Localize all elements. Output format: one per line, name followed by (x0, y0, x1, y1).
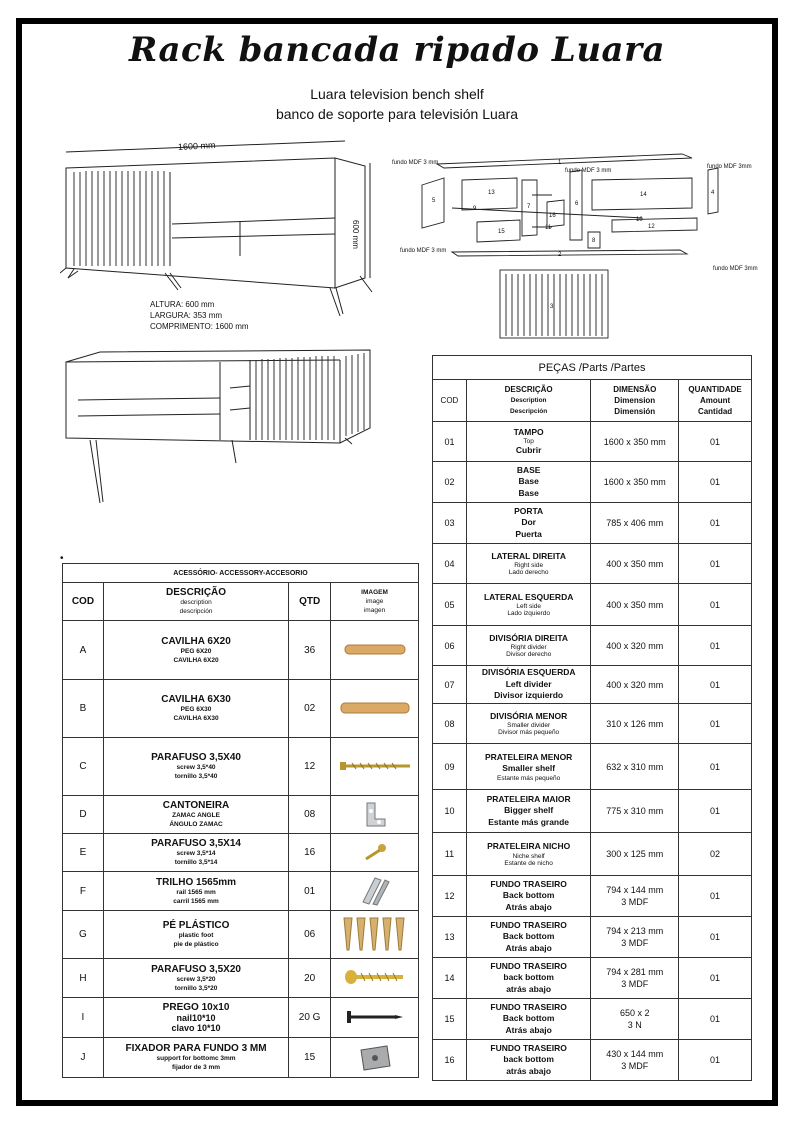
table-row (433, 1040, 752, 1081)
parts-table (432, 355, 752, 1081)
part-description: LATERAL DIREITA Right side Lado derecho (466, 544, 591, 584)
part-number-label: 11 (545, 225, 552, 231)
part-number-label: 6 (575, 201, 579, 207)
part-dimension: 632 x 310 mm (591, 744, 679, 790)
accessories-header-row (63, 583, 419, 621)
table-row (433, 666, 752, 704)
page-title: Rack bancada ripado Luara (128, 30, 666, 70)
part-description: FUNDO TRASEIRO back bottom atrás abajo (466, 1040, 591, 1081)
screw-icon (343, 967, 407, 987)
part-number-label: 3 (550, 304, 554, 310)
table-row (433, 462, 752, 503)
header-description: DESCRIÇÃO Description Descripción (466, 380, 591, 422)
part-dimension: 794 x 213 mm 3 MDF (591, 917, 679, 958)
short-screw-icon (360, 842, 390, 862)
part-quantity: 01 (679, 917, 752, 958)
table-row (433, 704, 752, 744)
part-description: DIVISÓRIA ESQUERDA Left divider Divisor izquierdo (466, 666, 591, 704)
table-row (433, 999, 752, 1040)
part-number-label: 4 (711, 190, 715, 196)
header-cod: COD (63, 583, 104, 621)
part-description: DIVISÓRIA MENOR Smaller divider Divisor más pequeño (466, 704, 591, 744)
part-dimension: 400 x 320 mm (591, 666, 679, 704)
part-dimension: 785 x 406 mm (591, 503, 679, 544)
part-description: LATERAL ESQUERDA Left side Lado izquierdo (466, 584, 591, 626)
table-row: H PARAFUSO 3,5X20 screw 3,5*20 tornillo 3,5*20 20 (63, 959, 419, 998)
table-row (433, 917, 752, 958)
rack-back-drawing (60, 348, 375, 508)
header-image: IMAGEM image imagen (331, 583, 419, 621)
part-quantity: 01 (679, 999, 752, 1040)
part-quantity: 01 (679, 503, 752, 544)
fixer-icon (357, 1042, 393, 1072)
part-quantity: 01 (679, 666, 752, 704)
part-quantity: 01 (679, 462, 752, 503)
table-row (433, 584, 752, 626)
nail-icon (343, 1008, 407, 1026)
header-description: DESCRIÇÃO description descripción (103, 583, 288, 621)
table-row (433, 876, 752, 917)
rail-icon (355, 874, 395, 906)
fundo-label: fundo MDF 3 mm (400, 248, 447, 254)
subtitle-spanish: banco de soporte para televisión Luara (275, 106, 519, 122)
part-description: FUNDO TRASEIRO back bottom atrás abajo (466, 958, 591, 999)
part-number-label: 7 (527, 204, 531, 210)
subtitle-english: Luara television bench shelf (310, 86, 484, 102)
part-number-label: 15 (498, 229, 505, 235)
parts-caption: PEÇAS /Parts /Partes (433, 356, 752, 380)
part-cod: 09 (433, 744, 467, 790)
part-number-label: 1 (558, 160, 562, 166)
part-description: PORTA Dor Puerta (466, 503, 591, 544)
part-cod: 05 (433, 584, 467, 626)
part-quantity: 01 (679, 958, 752, 999)
part-dimension: 300 x 125 mm (591, 833, 679, 876)
part-dimension: 400 x 320 mm (591, 626, 679, 666)
table-row: F TRILHO 1565mm rail 1565 mm carril 1565 mm 01 (63, 872, 419, 911)
table-row (433, 626, 752, 666)
screw-icon (338, 757, 412, 775)
dowel-icon (339, 700, 411, 716)
part-dimension: 1600 x 350 mm (591, 422, 679, 462)
part-cod: 13 (433, 917, 467, 958)
part-quantity: 01 (679, 744, 752, 790)
fundo-label: fundo MDF 3mm (713, 266, 758, 272)
table-row: A CAVILHA 6X20 PEG 6X20 CAVILHA 6X20 36 (63, 621, 419, 680)
part-quantity: 01 (679, 790, 752, 833)
fundo-label: fundo MDF 3 mm (565, 168, 612, 174)
part-number-label: 16 (549, 213, 556, 219)
part-quantity: 01 (679, 1040, 752, 1081)
fundo-label: fundo MDF 3 mm (392, 160, 439, 166)
part-description: DIVISÓRIA DIREITA Right divider Divisor derecho (466, 626, 591, 666)
part-dimension: 794 x 144 mm 3 MDF (591, 876, 679, 917)
table-row (433, 833, 752, 876)
part-number-label: 5 (432, 198, 436, 204)
header-quantity: QUANTIDADE Amount Cantidad (679, 380, 752, 422)
table-row: B CAVILHA 6X30 PEG 6X30 CAVILHA 6X30 02 (63, 680, 419, 738)
part-cod: 06 (433, 626, 467, 666)
accessories-table (62, 563, 419, 1078)
part-description: FUNDO TRASEIRO Back bottom Atrás abajo (466, 876, 591, 917)
part-quantity: 01 (679, 584, 752, 626)
part-cod: 15 (433, 999, 467, 1040)
part-description: BASE Base Base (466, 462, 591, 503)
part-dimension: 775 x 310 mm (591, 790, 679, 833)
overall-dimensions (150, 299, 249, 332)
part-cod: 11 (433, 833, 467, 876)
part-number-label: 12 (648, 224, 655, 230)
part-dimension: 310 x 126 mm (591, 704, 679, 744)
part-dimension: 794 x 281 mm 3 MDF (591, 958, 679, 999)
part-quantity: 01 (679, 626, 752, 666)
table-row (433, 544, 752, 584)
table-row: I PREGO 10x10 nail10*10 clavo 10*10 20 G (63, 998, 419, 1038)
table-row: G PÉ PLÁSTICO plastic foot pie de plástico 06 (63, 911, 419, 959)
accessories-caption: ACESSÓRIO- ACCESSORY-ACCESORIO (63, 564, 419, 583)
part-cod: 12 (433, 876, 467, 917)
width-dimension-label: 1600 mm (177, 140, 216, 152)
part-description: FUNDO TRASEIRO Back bottom Atrás abajo (466, 999, 591, 1040)
part-dimension: 400 x 350 mm (591, 584, 679, 626)
bullet-mark: • (60, 553, 64, 564)
header-cod: COD (433, 380, 467, 422)
part-description: PRATELEIRA MAIOR Bigger shelf Estante más grande (466, 790, 591, 833)
dowel-icon (343, 641, 407, 657)
part-cod: 08 (433, 704, 467, 744)
parts-header-row (433, 380, 752, 422)
dimension-height: ALTURA: 600 mm (150, 300, 215, 309)
part-description: PRATELEIRA MENOR Smaller shelf Estante más pequeño (466, 744, 591, 790)
part-dimension: 1600 x 350 mm (591, 462, 679, 503)
part-description: PRATELEIRA NICHO Niche shelf Estante de nicho (466, 833, 591, 876)
part-cod: 10 (433, 790, 467, 833)
table-row: D CANTONEIRA ZAMAC ANGLE ÁNGULO ZAMAC 08 (63, 796, 419, 834)
exploded-view-drawing (392, 150, 772, 345)
table-row: E PARAFUSO 3,5X14 screw 3,5*14 tornillo 3,5*14 16 (63, 834, 419, 872)
part-description: FUNDO TRASEIRO Back bottom Atrás abajo (466, 917, 591, 958)
part-cod: 16 (433, 1040, 467, 1081)
part-cod: 01 (433, 422, 467, 462)
part-number-label: 2 (558, 252, 562, 258)
part-cod: 02 (433, 462, 467, 503)
part-quantity: 01 (679, 704, 752, 744)
part-cod: 14 (433, 958, 467, 999)
part-dimension: 650 x 2 3 N (591, 999, 679, 1040)
table-row (433, 744, 752, 790)
part-number-label: 14 (640, 192, 647, 198)
table-row: C PARAFUSO 3,5X40 screw 3,5*40 tornillo 3,5*40 12 (63, 738, 419, 796)
part-cod: 04 (433, 544, 467, 584)
part-number-label: 8 (592, 238, 596, 244)
table-row (433, 790, 752, 833)
part-cod: 07 (433, 666, 467, 704)
fundo-label: fundo MDF 3mm (707, 164, 752, 170)
part-number-label: 10 (636, 217, 643, 223)
part-number-label: 9 (473, 206, 477, 212)
dimension-length: COMPRIMENTO: 1600 mm (150, 322, 249, 331)
table-row: J FIXADOR PARA FUNDO 3 MM support for bottomc 3mm fijador de 3 mm 15 (63, 1038, 419, 1078)
height-dimension-label: 600 mm (351, 220, 360, 249)
part-cod: 03 (433, 503, 467, 544)
table-row (433, 958, 752, 999)
header-dimension: DIMENSÃO Dimension Dimensión (591, 380, 679, 422)
part-quantity: 02 (679, 833, 752, 876)
header-qtd: QTD (289, 583, 331, 621)
table-row (433, 422, 752, 462)
plastic-foot-icon (340, 914, 410, 954)
dimension-width: LARGURA: 353 mm (150, 311, 223, 320)
part-number-label: 13 (488, 190, 495, 196)
angle-bracket-icon (361, 799, 389, 829)
part-description: TAMPO Top Cubrir (466, 422, 591, 462)
part-quantity: 01 (679, 422, 752, 462)
part-quantity: 01 (679, 876, 752, 917)
table-row (433, 503, 752, 544)
part-quantity: 01 (679, 544, 752, 584)
part-dimension: 400 x 350 mm (591, 544, 679, 584)
part-dimension: 430 x 144 mm 3 MDF (591, 1040, 679, 1081)
